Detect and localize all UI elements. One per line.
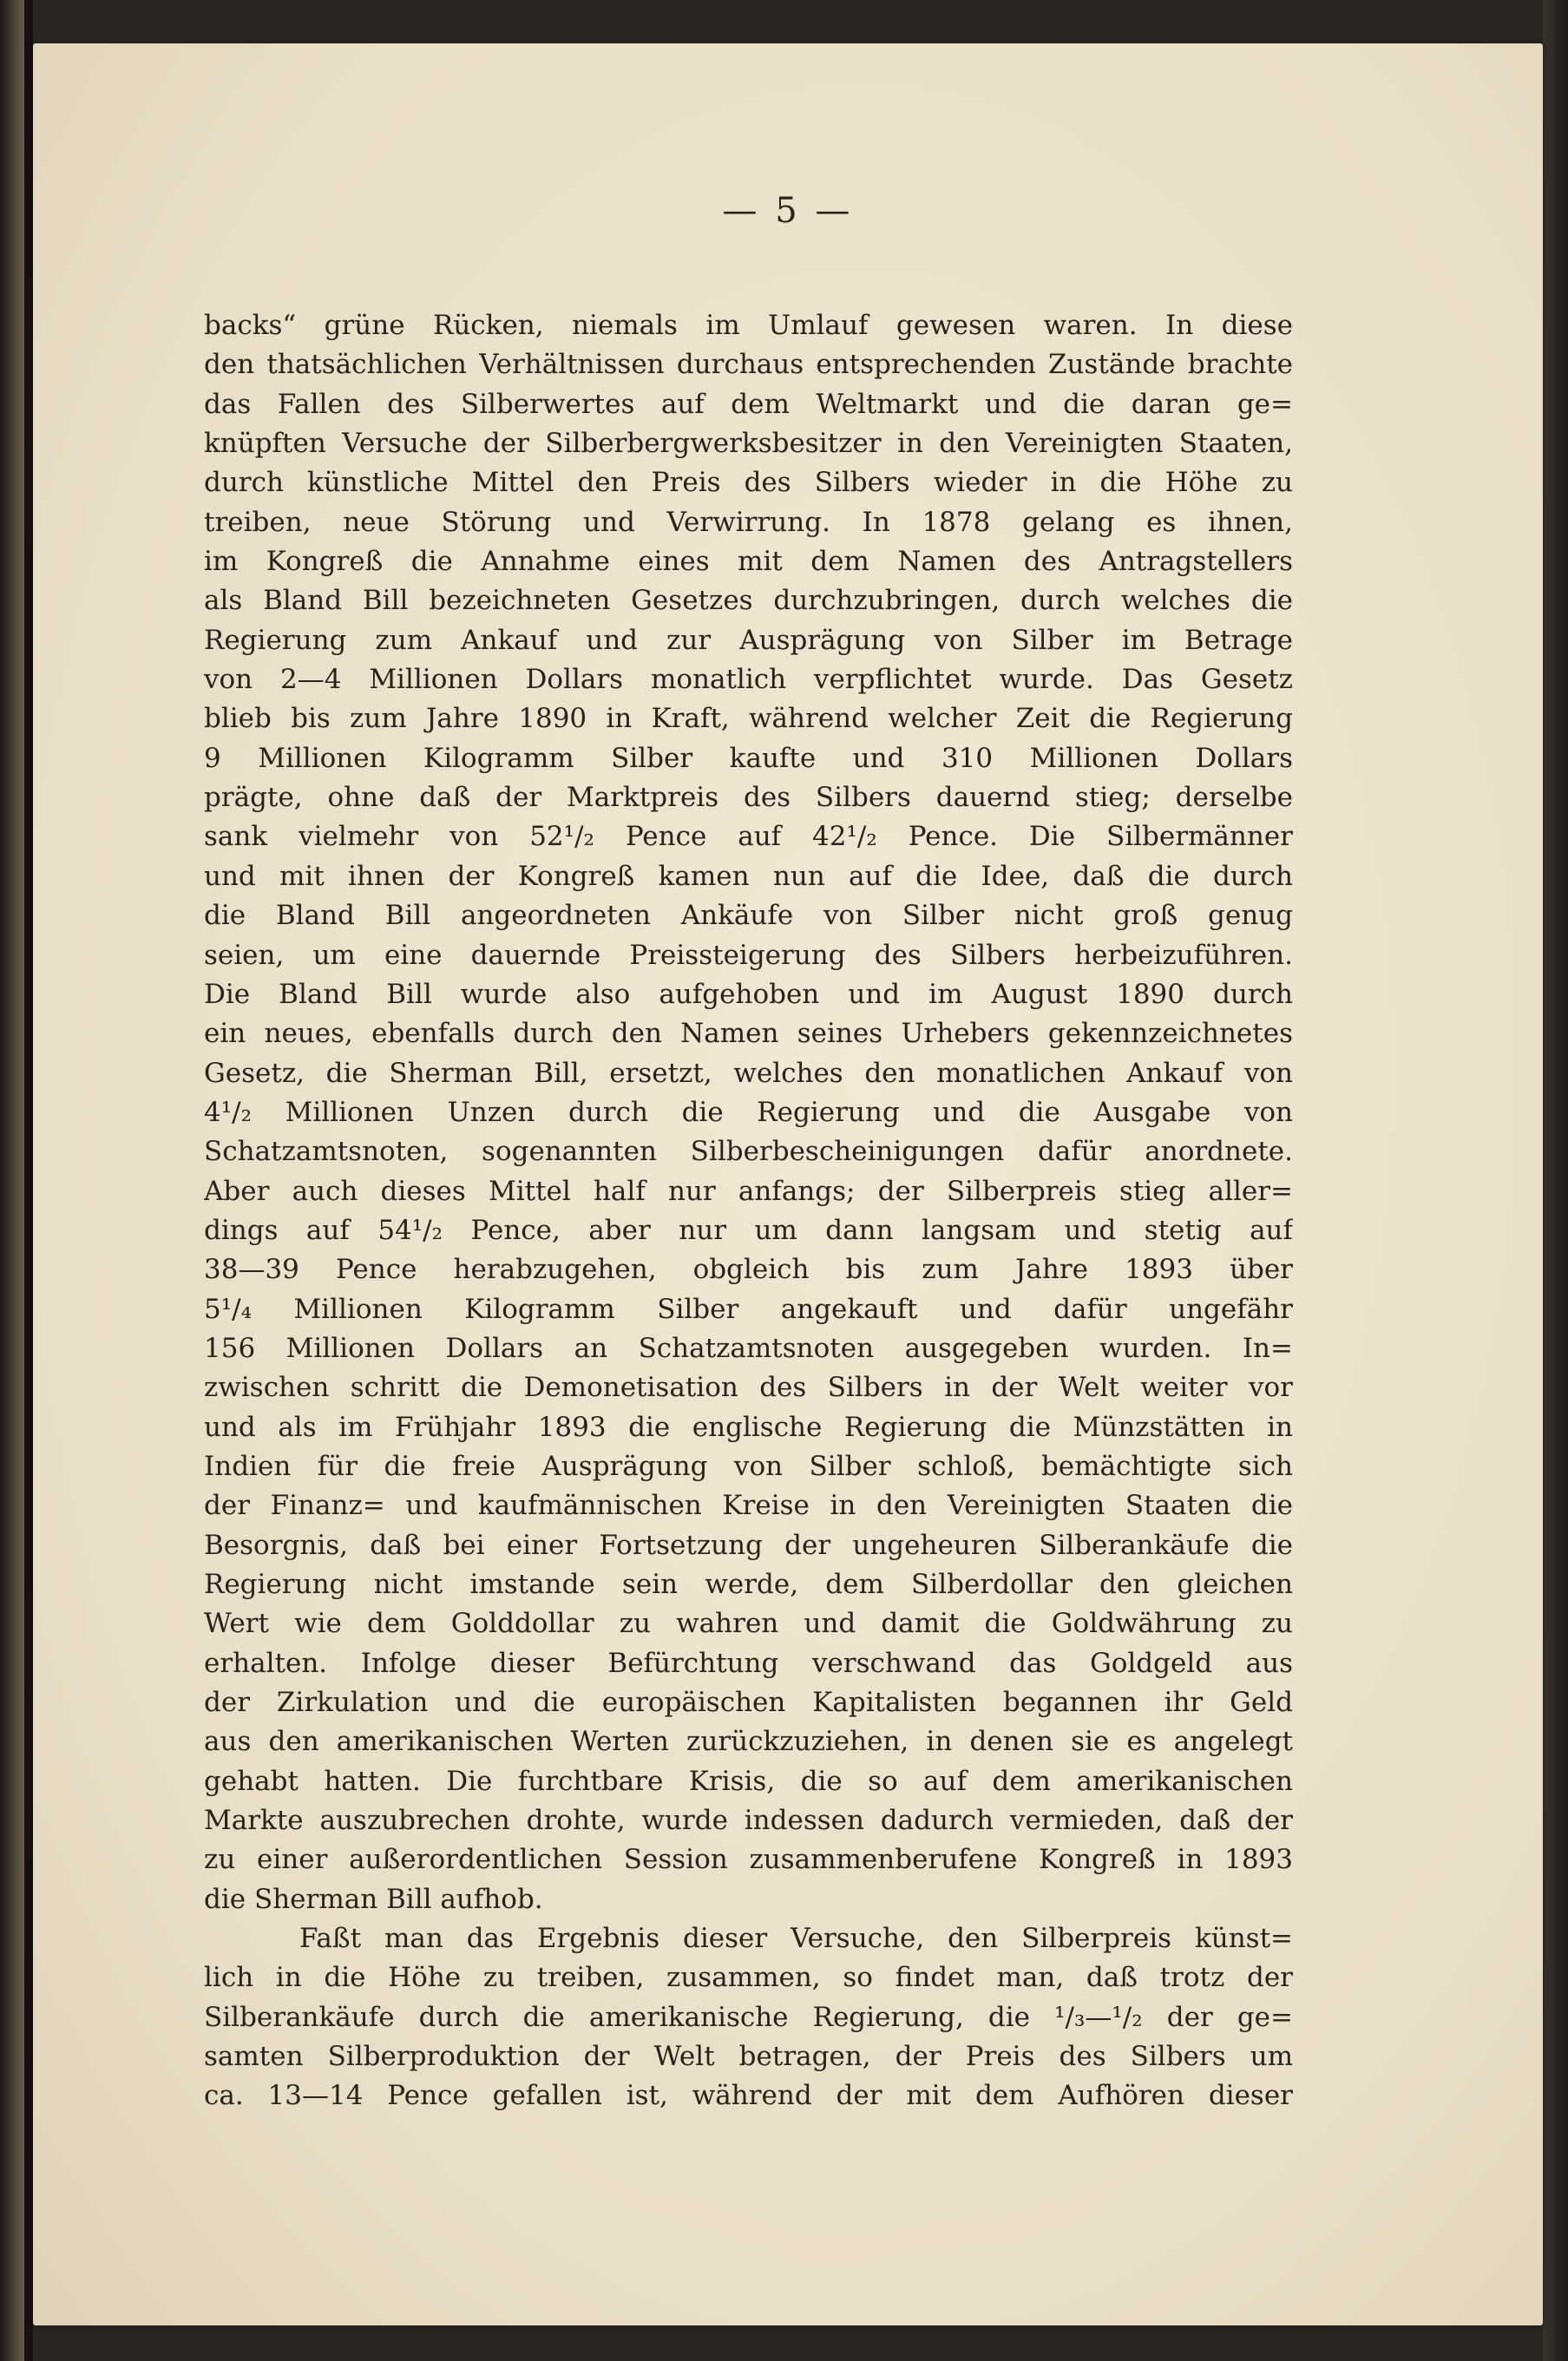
text-line: im Kongreß die Annahme eines mit dem Namen des Antragstellers — [204, 546, 1293, 578]
text-line: samten Silberproduktion der Welt betragen, der Preis des Silbers um — [204, 2041, 1293, 2073]
text-line: Regierung nicht imstande sein werde, dem Silberdollar den gleichen — [204, 1569, 1293, 1600]
text-line: Regierung zum Ankauf und zur Ausprägung von Silber im Betrage — [204, 624, 1293, 656]
facing-page-edge — [0, 0, 24, 2361]
text-line: Indien für die freie Ausprägung von Silber schloß, bemächtigte sich — [204, 1450, 1293, 1482]
text-line: aus den amerikanischen Werten zurückzuziehen, in denen sie es angelegt — [204, 1726, 1293, 1758]
text-line: Besorgnis, daß bei einer Fortsetzung der ungeheuren Silberankäufe die — [204, 1529, 1293, 1561]
text-line: lich in die Höhe zu treiben, zusammen, so findet man, daß trotz der — [204, 1962, 1293, 1994]
paragraph-start-line: Faßt man das Ergebnis dieser Versuche, den Silberpreis künst= — [299, 1923, 1293, 1955]
text-line: der Finanz= und kaufmännischen Kreise in den Vereinigten Staaten die — [204, 1490, 1293, 1522]
text-line: 4¹/₂ Millionen Unzen durch die Regierung und die Ausgabe von — [204, 1096, 1293, 1128]
text-line: das Fallen des Silberwertes auf dem Weltmarkt und die daran ge= — [204, 388, 1293, 420]
text-line: dings auf 54¹/₂ Pence, aber nur um dann langsam und stetig auf — [204, 1214, 1293, 1246]
text-line: backs“ grüne Rücken, niemals im Umlauf gewesen waren. In diese — [204, 310, 1293, 341]
text-line: von 2—4 Millionen Dollars monatlich verpflichtet wurde. Das Gesetz — [204, 664, 1293, 696]
text-line: Wert wie dem Golddollar zu wahren und damit die Goldwährung zu — [204, 1608, 1293, 1640]
book-gutter — [24, 0, 33, 2361]
text-line: ein neues, ebenfalls durch den Namen seines Urhebers gekennzeichnetes — [204, 1018, 1293, 1050]
text-line: knüpften Versuche der Silberbergwerksbesitzer in den Vereinigten Staaten, — [204, 428, 1293, 460]
text-line: die Bland Bill angeordneten Ankäufe von Silber nicht groß genug — [204, 900, 1293, 932]
text-line: Die Bland Bill wurde also aufgehoben und im August 1890 durch — [204, 978, 1293, 1010]
text-line: seien, um eine dauernde Preissteigerung des Silbers herbeizuführen. — [204, 939, 1293, 971]
text-line: gehabt hatten. Die furchtbare Krisis, die so auf dem amerikanischen — [204, 1765, 1293, 1797]
text-line: Silberankäufe durch die amerikanische Regierung, die ¹/₃—¹/₂ der ge= — [204, 2001, 1293, 2033]
text-line: Gesetz, die Sherman Bill, ersetzt, welches den monatlichen Ankauf von — [204, 1057, 1293, 1089]
text-line: als Bland Bill bezeichneten Gesetzes durchzubringen, durch welches die — [204, 585, 1293, 617]
text-line: sank vielmehr von 52¹/₂ Pence auf 42¹/₂ Pence. Die Silbermänner — [204, 821, 1293, 853]
text-line: zwischen schritt die Demonetisation des Silbers in der Welt weiter vor — [204, 1372, 1293, 1404]
text-line: Markte auszubrechen drohte, wurde indessen dadurch vermieden, daß der — [204, 1805, 1293, 1837]
text-line: Aber auch dieses Mittel half nur anfangs; der Silberpreis stieg aller= — [204, 1175, 1293, 1207]
body-text — [204, 306, 1293, 2116]
text-line: 156 Millionen Dollars an Schatzamtsnoten ausgegeben wurden. In= — [204, 1332, 1293, 1364]
text-line: 5¹/₄ Millionen Kilogramm Silber angekauft und dafür ungefähr — [204, 1293, 1293, 1325]
text-line: treiben, neue Störung und Verwirrung. In 1878 gelang es ihnen, — [204, 506, 1293, 538]
text-line: Schatzamtsnoten, sogenannten Silberbescheinigungen dafür anordnete. — [204, 1136, 1293, 1168]
text-line: 38—39 Pence herabzugehen, obgleich bis zum Jahre 1893 über — [204, 1254, 1293, 1286]
text-line: ca. 13—14 Pence gefallen ist, während der mit dem Aufhören dieser — [204, 2080, 1293, 2112]
text-line: prägte, ohne daß der Marktpreis des Silbers dauernd stieg; derselbe — [204, 782, 1293, 814]
scan-background-edge — [1543, 0, 1568, 2361]
text-line: durch künstliche Mittel den Preis des Silbers wieder in die Höhe zu — [204, 467, 1293, 499]
text-line: zu einer außerordentlichen Session zusammenberufene Kongreß in 1893 — [204, 1844, 1293, 1876]
text-line: der Zirkulation und die europäischen Kapitalisten begannen ihr Geld — [204, 1687, 1293, 1719]
text-line: und mit ihnen der Kongreß kamen nun auf die Idee, daß die durch — [204, 860, 1293, 892]
page-number: — 5 — — [722, 191, 854, 231]
book-page — [33, 43, 1543, 2325]
text-line: 9 Millionen Kilogramm Silber kaufte und 310 Millionen Dollars — [204, 742, 1293, 774]
paragraph-end-line: die Sherman Bill aufhob. — [204, 1883, 543, 1915]
text-line: blieb bis zum Jahre 1890 in Kraft, während welcher Zeit die Regierung — [204, 703, 1293, 735]
text-line: den thatsächlichen Verhältnissen durchaus entsprechenden Zustände brachte — [204, 349, 1293, 381]
text-line: erhalten. Infolge dieser Befürchtung verschwand das Goldgeld aus — [204, 1647, 1293, 1679]
text-line: und als im Frühjahr 1893 die englische Regierung die Münzstätten in — [204, 1411, 1293, 1443]
